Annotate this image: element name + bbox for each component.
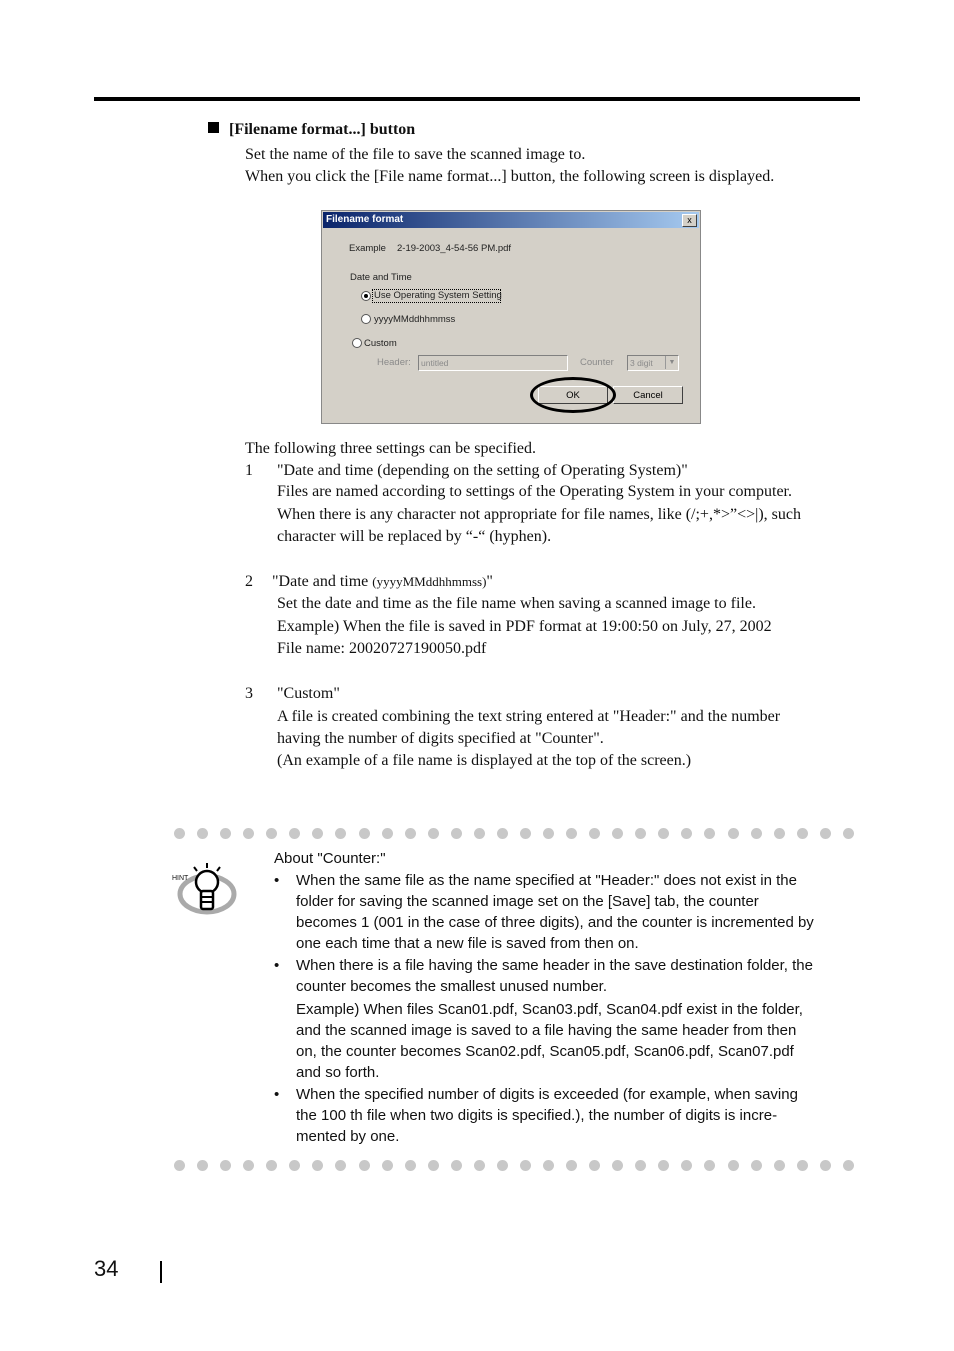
page-number-bar: [160, 1261, 162, 1283]
radio-os-setting[interactable]: [361, 291, 371, 301]
dotted-divider-top: [174, 828, 854, 840]
item2-line: Example) When the file is saved in PDF format at 19:00:50 on July, 27, 2002: [277, 618, 772, 635]
item1-number: 1: [245, 462, 253, 479]
top-rule: [94, 97, 860, 101]
header-label: Header:: [377, 357, 411, 368]
dialog-title-bar: Filename format: [323, 212, 699, 228]
option-os-setting-label: Use Operating System Setting: [374, 290, 502, 301]
close-icon[interactable]: x: [682, 214, 697, 227]
option-yyyymmdd-label: yyyyMMddhhmmss: [374, 314, 456, 325]
page-number: 34: [94, 1256, 119, 1281]
cancel-button[interactable]: Cancel: [613, 386, 683, 404]
intro-line-2: When you click the [File name format...] button, the following screen is displayed.: [245, 168, 775, 185]
filename-format-dialog: [321, 210, 701, 424]
item3-line: A file is created combining the text string entered at "Header:" and the number: [277, 708, 781, 725]
hint-bullet-3: • When the specified number of digits is exceeded (for example, when saving the 100 th file when two digits is specified.), the number of digits is incre- mented by one.: [274, 1086, 798, 1145]
item1-line: character will be replaced by “-“ (hyphen).: [277, 528, 552, 545]
item3-line: (An example of a file name is displayed at the top of the screen.): [277, 752, 692, 769]
option-custom-label: Custom: [364, 338, 397, 349]
item1-line: When there is any character not appropriate for file names, like (/;+,*>”<>|), such: [277, 506, 801, 523]
radio-custom[interactable]: [352, 338, 362, 348]
counter-label: Counter: [580, 357, 614, 368]
square-bullet-icon: [208, 122, 219, 133]
radio-yyyymmdd[interactable]: [361, 314, 371, 324]
intro-line-1: Set the name of the file to save the scanned image to.: [245, 146, 586, 163]
example-label: Example: [349, 243, 386, 254]
hint-bullet-1: • When the same file as the name specified at "Header:" does not exist in the folder for saving the scanned image set on the [Save] tab, the counter becomes 1 (001 in the case of three digits), and the counter is incremented by one each time that a new file is saved from then on.: [274, 872, 814, 952]
item3-title: "Custom": [277, 685, 340, 702]
date-time-group-label: Date and Time: [350, 272, 412, 283]
item2-number: 2: [245, 573, 253, 590]
hint-heading: About "Counter:": [274, 850, 386, 867]
item1-line: Files are named according to settings of the Operating System in your computer.: [277, 483, 792, 500]
item1-title: "Date and time (depending on the setting of Operating System)": [277, 462, 688, 479]
lightbulb-hint-icon: [172, 860, 238, 920]
item3-line: having the number of digits specified at "Counter".: [277, 730, 604, 747]
settings-lead: The following three settings can be specified.: [245, 440, 537, 457]
item2-line: File name: 20020727190050.pdf: [277, 640, 487, 657]
section-heading: [Filename format...] button: [208, 121, 415, 139]
hint-label: HINT: [172, 875, 189, 882]
example-value: 2-19-2003_4-54-56 PM.pdf: [397, 243, 512, 254]
dotted-divider-bottom: [174, 1160, 854, 1172]
counter-select[interactable]: 3 digit ▼: [627, 355, 679, 371]
item3-number: 3: [245, 685, 253, 702]
item2-line: Set the date and time as the file name when saving a scanned image to file.: [277, 595, 756, 612]
header-input[interactable]: untitled: [418, 355, 568, 371]
item2-title: "Date and time (yyyyMMddhhmmss)": [272, 573, 493, 590]
hint-bullet-2-example: Example) When files Scan01.pdf, Scan03.pdf, Scan04.pdf exist in the folder, and the scanned image is saved to a file having the same header from then on, the counter becomes Scan02.pdf, Scan05.pdf, Scan06.pdf, Scan07.pdf and so forth.: [296, 1001, 803, 1081]
ok-button[interactable]: OK: [538, 386, 608, 404]
highlight-circle: [530, 377, 616, 413]
hint-bullet-2: • When there is a file having the same header in the save destination folder, the counter becomes the smallest unused number.: [274, 957, 813, 995]
chevron-down-icon: ▼: [665, 356, 678, 369]
